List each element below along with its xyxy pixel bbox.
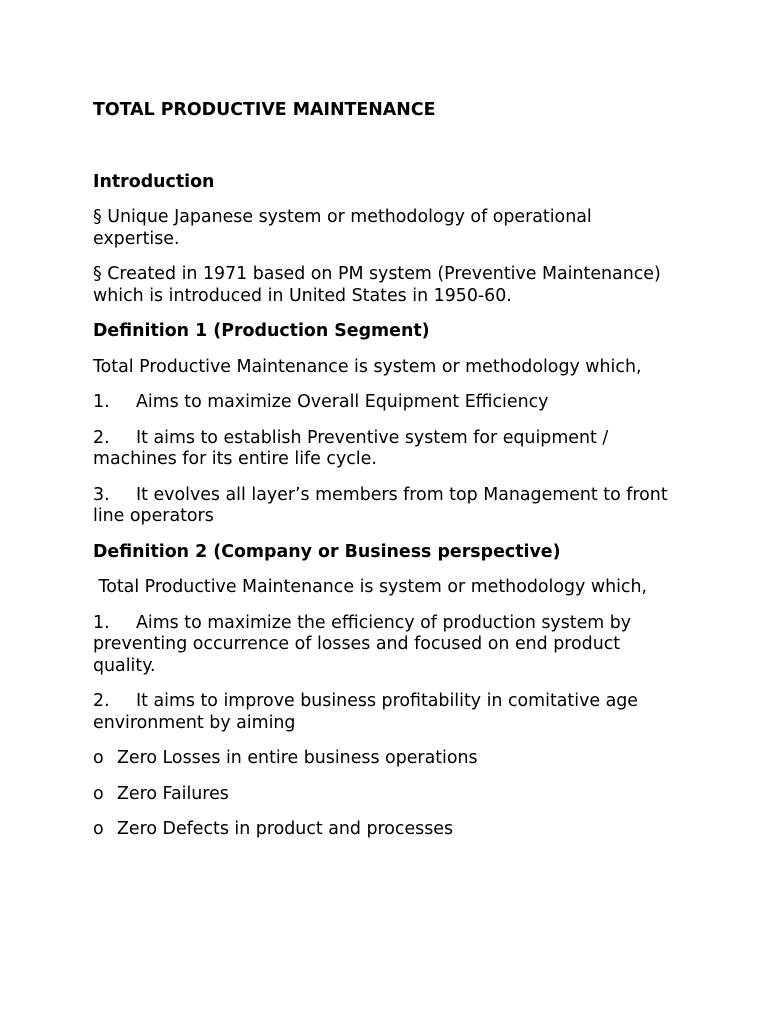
bullet-marker: o xyxy=(93,819,104,839)
definition-2-bullet-1 xyxy=(93,748,673,770)
bullet-text: Zero Defects in product and processes xyxy=(117,819,454,839)
introduction-heading: Introduction xyxy=(93,171,215,192)
item-text: Aims to maximize the efficiency of production system by preventing occurrence of losses and focused on end product quality. xyxy=(93,612,632,676)
definition-1-intro: Total Productive Maintenance is system or methodology which, xyxy=(93,356,642,377)
definition-1-heading: Definition 1 (Production Segment) xyxy=(93,321,430,341)
definition-2-item-1 xyxy=(93,613,673,678)
document-page xyxy=(93,100,673,841)
item-number: 2. xyxy=(93,691,110,711)
item-text: It aims to establish Preventive system for equipment / machines for its entire life cycle. xyxy=(93,427,609,469)
bullet-text: Zero Losses in entire business operations xyxy=(117,748,478,768)
item-text: It aims to improve business profitability in comitative age environment by aiming xyxy=(93,691,638,733)
introduction-point-2: § Created in 1971 based on PM system (Preventive Maintenance) which is introduced in United States in 1950-60. xyxy=(93,264,661,306)
definition-1-item-2 xyxy=(93,428,673,471)
definition-2-item-2 xyxy=(93,691,673,734)
definition-2-intro: Total Productive Maintenance is system or methodology which, xyxy=(93,577,648,597)
definition-2-bullet-3 xyxy=(93,819,673,841)
item-number: 1. xyxy=(93,392,110,412)
item-number: 2. xyxy=(93,427,110,448)
item-text: Aims to maximize Overall Equipment Efficiency xyxy=(136,392,549,412)
item-number: 3. xyxy=(93,484,110,505)
bullet-text: Zero Failures xyxy=(117,783,229,804)
definition-2-heading: Definition 2 (Company or Business perspective) xyxy=(93,541,561,562)
document-title: TOTAL PRODUCTIVE MAINTENANCE xyxy=(93,100,436,120)
definition-1-item-3 xyxy=(93,485,673,528)
introduction-point-1: § Unique Japanese system or methodology of operational expertise. xyxy=(93,207,592,249)
bullet-marker: o xyxy=(93,783,104,804)
definition-2-bullet-2 xyxy=(93,784,673,806)
item-text: It evolves all layer’s members from top Management to front line operators xyxy=(93,484,668,526)
definition-1-item-1 xyxy=(93,392,673,414)
bullet-marker: o xyxy=(93,748,104,768)
item-number: 1. xyxy=(93,612,110,633)
